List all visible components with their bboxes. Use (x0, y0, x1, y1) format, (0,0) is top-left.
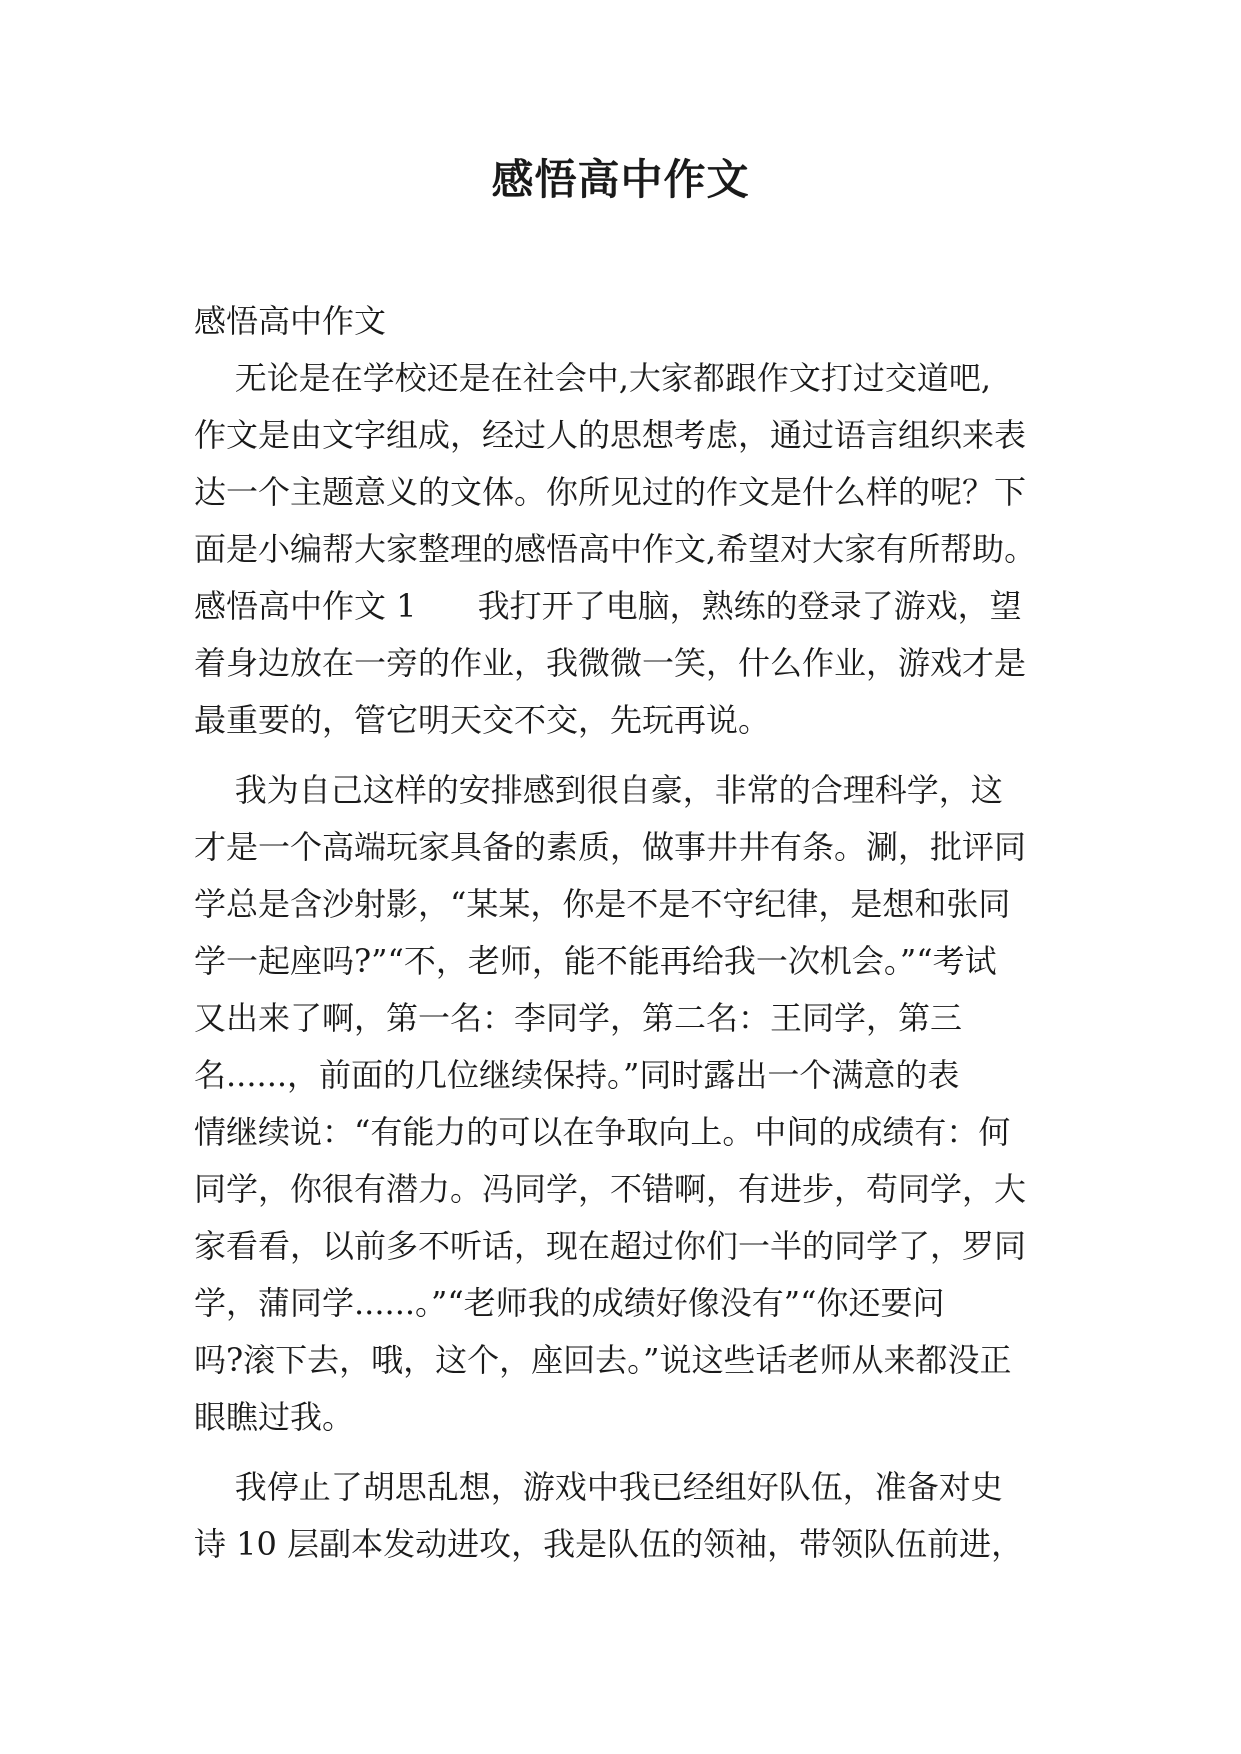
body-line: 面是小编帮大家整理的感悟高中作文,希望对大家有所帮助。 (194, 530, 1037, 568)
document-title: 感悟高中作文 (491, 155, 750, 204)
body-line: 诗 10 层副本发动进攻，我是队伍的领袖，带领队伍前进， (194, 1525, 1024, 1563)
body-line: 着身边放在一旁的作业，我微微一笑，什么作业，游戏才是 (194, 644, 1027, 682)
body-line: 家看看，以前多不听话，现在超过你们一半的同学了，罗同 (194, 1227, 1027, 1265)
body-line: 学总是含沙射影，“某某，你是不是不守纪律，是想和张同 (194, 885, 1011, 923)
body-line: 达一个主题意义的文体。你所见过的作文是什么样的呢？下 (194, 473, 1027, 511)
body-line: 作文是由文字组成，经过人的思想考虑，通过语言组织来表 (194, 416, 1027, 454)
subtitle-line: 感悟高中作文 (194, 302, 387, 340)
body-line: 情继续说：“有能力的可以在争取向上。中间的成绩有：何 (194, 1113, 1011, 1151)
body-line: 我停止了胡思乱想，游戏中我已经组好队伍，准备对史 (194, 1468, 1003, 1506)
body-line: 吗?滚下去，哦，这个，座回去。”说这些话老师从来都没正 (194, 1341, 1012, 1379)
body-line: 同学，你很有潜力。冯同学，不错啊，有进步，苟同学，大 (194, 1170, 1027, 1208)
body-line: 我为自己这样的安排感到很自豪，非常的合理科学，这 (194, 771, 1003, 809)
body-line: 才是一个高端玩家具备的素质，做事井井有条。涮，批评同 (194, 828, 1027, 866)
body-line: 感悟高中作文 1 我打开了电脑，熟练的登录了游戏，望 (194, 587, 1022, 625)
body-line: 最重要的，管它明天交不交，先玩再说。 (194, 701, 771, 739)
body-line: 又出来了啊，第一名：李同学，第二名：王同学，第三 (194, 999, 963, 1037)
body-line: 名......，前面的几位继续保持。”同时露出一个满意的表 (194, 1056, 960, 1094)
body-line: 学，蒲同学......。”“老师我的成绩好像没有”“你还要问 (194, 1284, 945, 1322)
body-line: 无论是在学校还是在社会中,大家都跟作文打过交道吧, (194, 359, 992, 397)
body-line: 眼瞧过我。 (194, 1398, 355, 1436)
body-line: 学一起座吗?”“不，老师，能不能再给我一次机会。”“考试 (194, 942, 997, 980)
